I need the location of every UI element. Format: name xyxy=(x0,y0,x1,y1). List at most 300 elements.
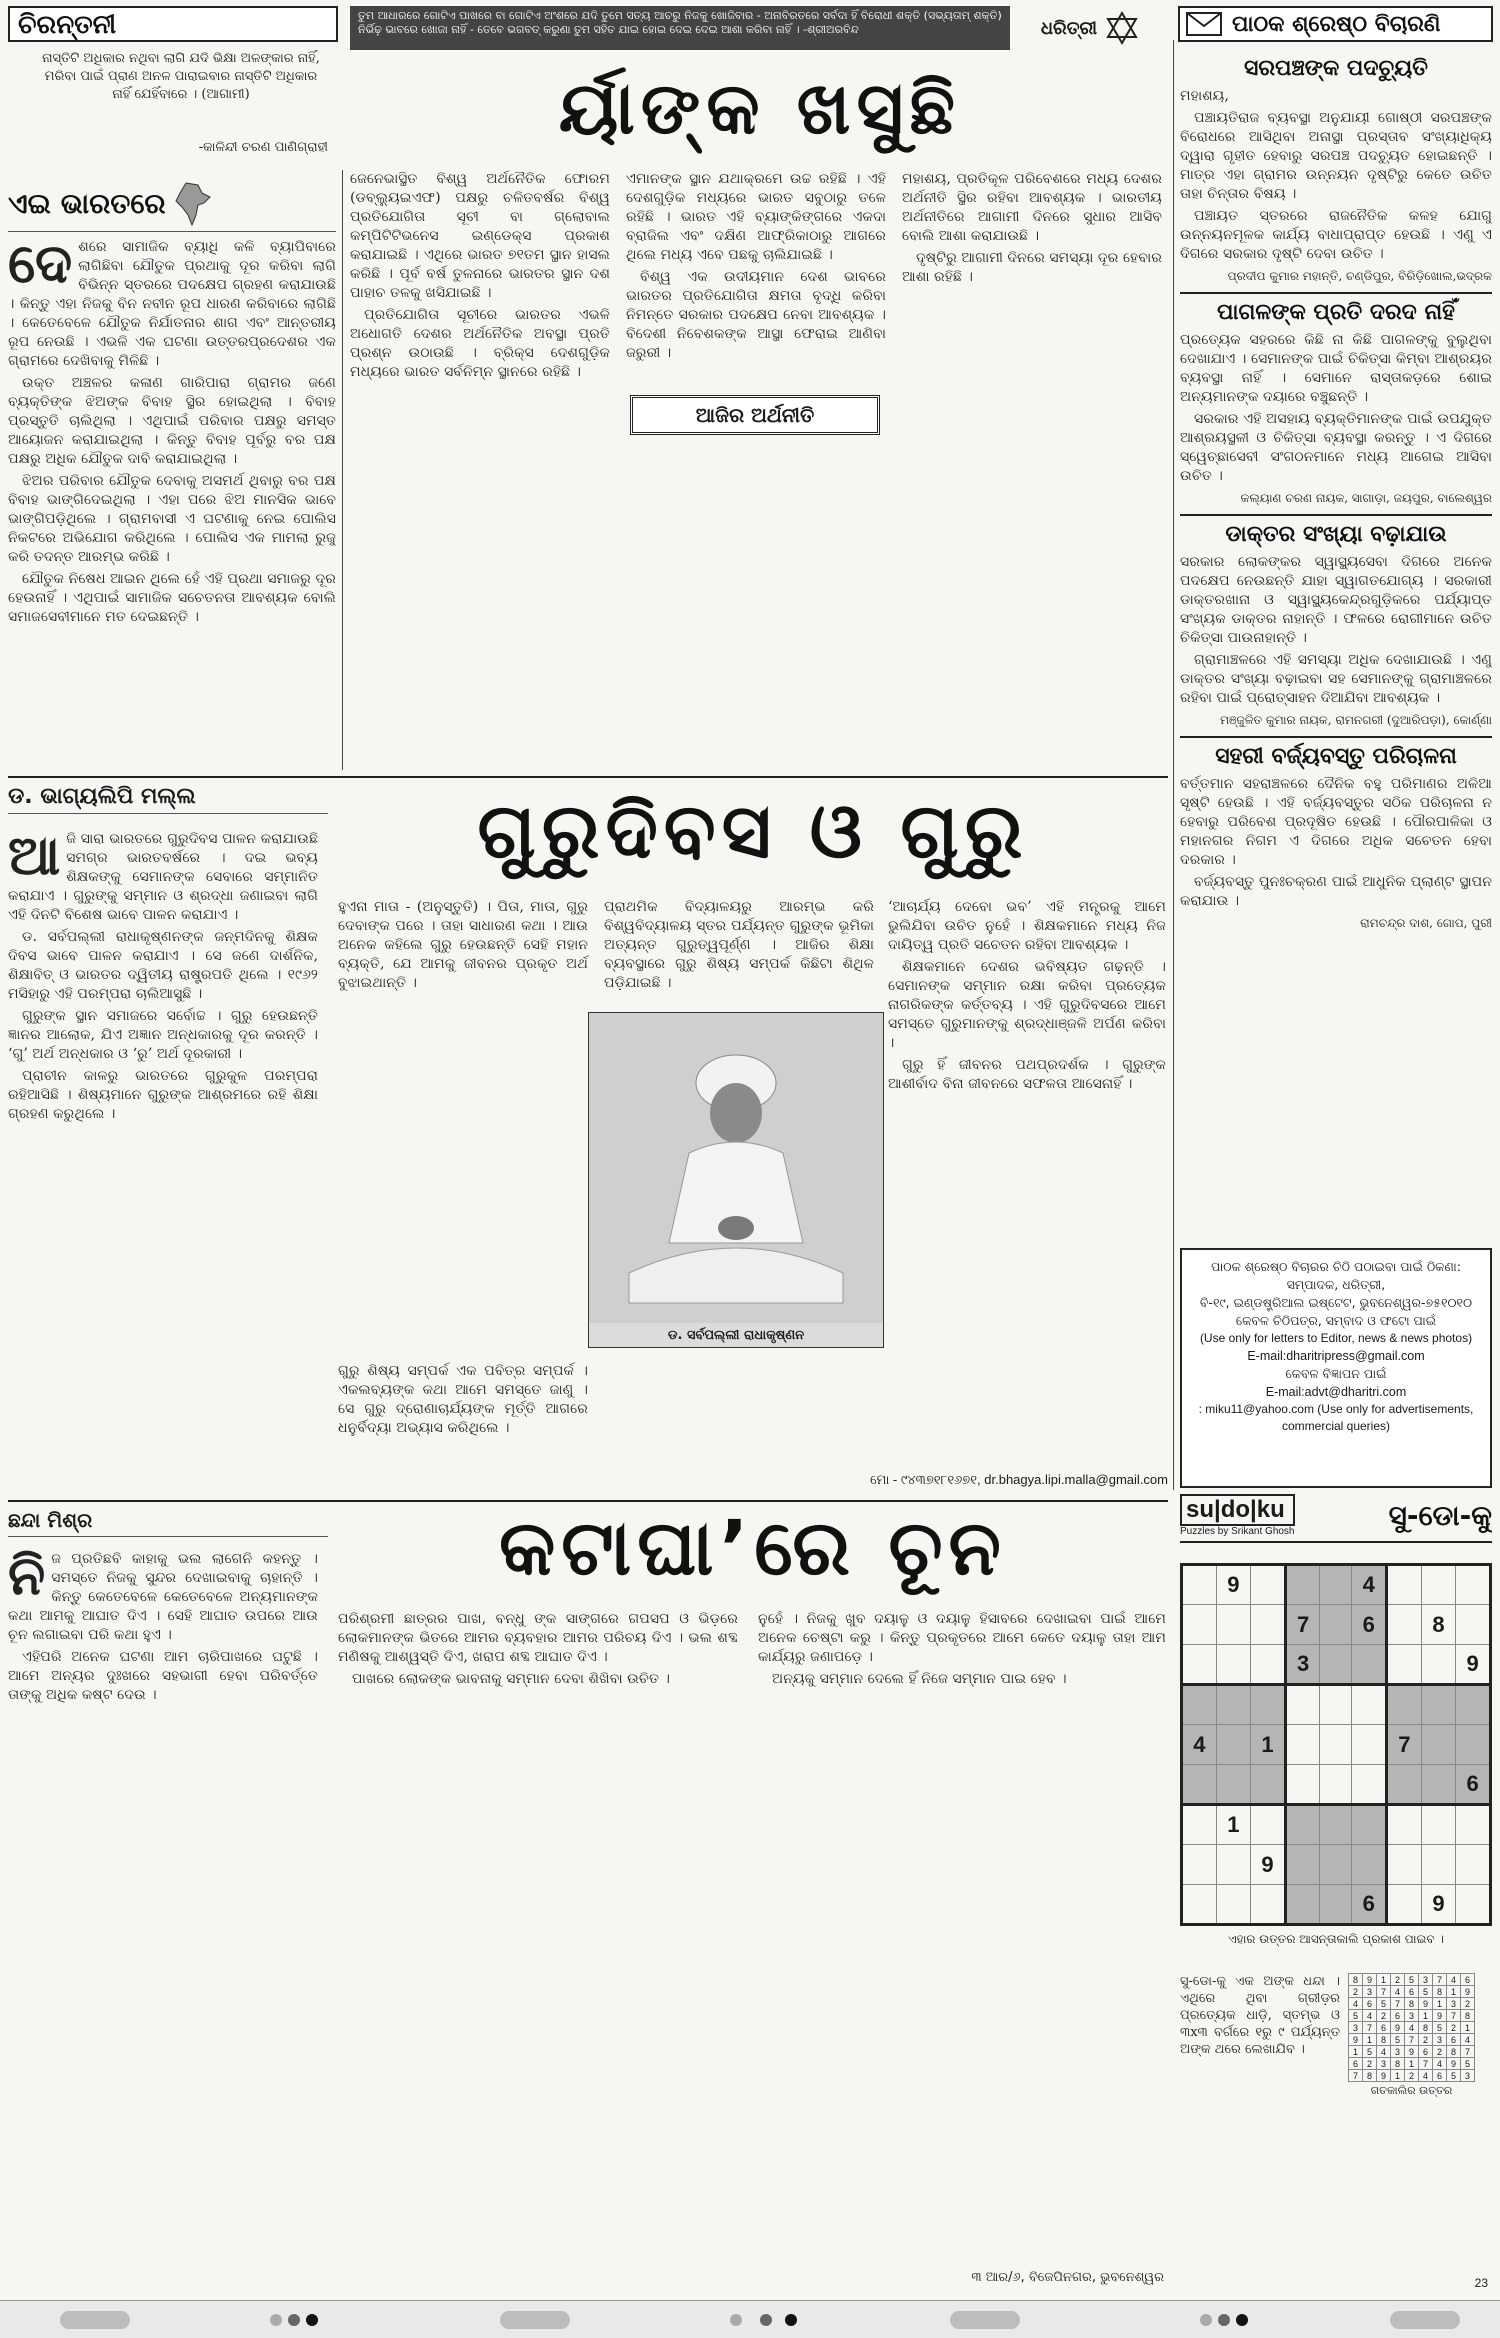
solution-cell: 5 xyxy=(1447,2070,1461,2082)
sudoku-cell[interactable] xyxy=(1456,1725,1491,1765)
solution-row xyxy=(1349,1986,1475,1998)
sudoku-solution-block xyxy=(1348,1973,1475,2098)
sudoku-cell[interactable] xyxy=(1320,1765,1352,1805)
sudoku-solution-caption: ଗତକାଲିର ଉତ୍ତର xyxy=(1370,2084,1453,2097)
kataghare-top-rule xyxy=(8,1500,1168,1502)
address-line: ବି-୧୯, ଇଣ୍ଡଷ୍ଟ୍ରିଆଲ ଇଷ୍ଟେଟ, ଭୁବନେଶ୍ୱର-୭୫୧୦୧୦ xyxy=(1199,1295,1473,1310)
solution-cell: 2 xyxy=(1391,1974,1405,1986)
sudoku-cell[interactable] xyxy=(1182,1685,1217,1725)
solution-cell: 3 xyxy=(1419,1974,1433,1986)
sudoku-cell[interactable] xyxy=(1182,1805,1217,1845)
solution-cell: 2 xyxy=(1405,2070,1419,2082)
sudoku-cell[interactable]: 9 xyxy=(1456,1645,1491,1685)
economy-para: ଜେନେଭାସ୍ଥିତ ବିଶ୍ୱ ଅର୍ଥନୈତିକ ଫୋରମ (ଡବ୍ଲ୍ୟୁଇଏଫ) ପକ୍ଷରୁ ଚଳିତବର୍ଷର ବିଶ୍ୱ ପ୍ରତିଯୋଗିତା ସୂଚୀ ବା ଗ୍ଲୋବାଲ କମ୍ପିଟିଟିଭନେସ ଇଣ୍ଡେକ୍ସ ପ୍ରକାଶ କରାଯାଇଛି । ଏଥିରେ ଭାରତ ୭୧ତମ ସ୍ଥାନ ହାସଲ କରିଛି । ପୂର୍ବ ବର୍ଷ ତୁଳନାରେ ଭାରତର ସ୍ଥାନ ଦଶ ପାହାଚ ତଳକୁ ଖସିଯାଇଛି । xyxy=(350,171,610,301)
dharitri-logo xyxy=(1020,6,1160,50)
registration-pill xyxy=(1390,2311,1460,2329)
address-email[interactable]: : miku11@yahoo.com (Use only for advertisements, commercial queries) xyxy=(1198,1402,1474,1433)
seated-figure-image xyxy=(589,1013,883,1323)
economy-col-1 xyxy=(350,170,610,385)
solution-cell: 1 xyxy=(1349,2046,1363,2058)
sudoku-cell[interactable] xyxy=(1251,1605,1286,1645)
solution-cell: 8 xyxy=(1419,2022,1433,2034)
solution-row xyxy=(1349,2058,1475,2070)
sudoku-cell[interactable] xyxy=(1352,1685,1387,1725)
guru-para: ଶିକ୍ଷକମାନେ ଦେଶର ଭବିଷ୍ୟତ ଗଢ଼ନ୍ତି । ସେମାନଙ୍କ ସମ୍ମାନ ରକ୍ଷା କରିବା ପ୍ରତ୍ୟେକ ନାଗରିକଙ୍କ କର୍ତ୍ତବ୍ୟ । ଏହି ଗୁରୁଦିବସରେ ଆମେ ସମସ୍ତେ ଗୁରୁମାନଙ୍କୁ ଶ୍ରଦ୍ଧାଞ୍ଜଳି ଅର୍ପଣ କରିବା । xyxy=(888,959,1166,1051)
guru-para: ହୁଏନା ମାତା - (ଅନୁସ୍ତୁତି) । ପିତା, ମାତା, ଗୁରୁ ଦେବାଙ୍କ ପରେ । ତାହା ସାଧାରଣ କଥା । ଆଉ ଅନେକ କହିଲେ ଗୁରୁ ହେଉଛନ୍ତି ସେହି ମହାନ ବ୍ୟକ୍ତି, ଯେ ଆମକୁ ଜୀବନର ପ୍ରକୃତ ଅର୍ଥ ବୁଝାଇଥାନ୍ତି । xyxy=(338,899,588,991)
sudoku-grid[interactable] xyxy=(1180,1563,1492,1926)
sudoku-cell[interactable] xyxy=(1352,1805,1387,1845)
sudoku-cell[interactable] xyxy=(1216,1725,1250,1765)
sudoku-cell[interactable]: 8 xyxy=(1421,1605,1455,1645)
letter-4-title: ସହରୀ ବର୍ଜ୍ୟବସ୍ତୁ ପରିଚାଳନା xyxy=(1215,744,1457,769)
solution-row xyxy=(1349,2070,1475,2082)
sudoku-cell[interactable] xyxy=(1320,1645,1352,1685)
solution-cell: 6 xyxy=(1447,2034,1461,2046)
sudoku-cell[interactable] xyxy=(1456,1565,1491,1605)
sudoku-cell[interactable] xyxy=(1216,1885,1250,1925)
guru-col-3 xyxy=(604,898,874,996)
solution-cell: 2 xyxy=(1363,2058,1377,2070)
sudoku-cell[interactable] xyxy=(1387,1885,1422,1925)
registration-dot xyxy=(306,2314,318,2326)
solution-cell: 3 xyxy=(1433,2034,1447,2046)
guru-contact: ମୋ - ୯୪୩୭୧୮୧୬୭୧, dr.bhagya.lipi.malla@gmail.com xyxy=(870,1472,1168,1487)
solution-cell: 6 xyxy=(1363,1998,1377,2010)
letter-4-body xyxy=(1180,775,1492,933)
solution-cell: 5 xyxy=(1363,2046,1377,2058)
guru-dropcap: ଆ xyxy=(8,823,61,887)
kataghare-col-1 xyxy=(8,1543,318,1708)
letter-para: ଗ୍ରାମାଞ୍ଚଳରେ ଏହି ସମସ୍ୟା ଅଧିକ ଦେଖାଯାଉଛି । ଏଣୁ ଡାକ୍ତର ସଂଖ୍ୟା ବଢ଼ାଇବା ସହ ସେମାନଙ୍କୁ ଗ୍ରାମାଞ୍ଚଳରେ ରହିବା ପାଇଁ ପ୍ରୋତ୍ସାହନ ଦିଆଯିବା ଆବଶ୍ୟକ । xyxy=(1180,652,1492,706)
sudoku-cell[interactable] xyxy=(1387,1565,1422,1605)
guru-col-2b xyxy=(338,1362,588,1441)
sudoku-cell[interactable] xyxy=(1251,1765,1286,1805)
sudoku-cell[interactable] xyxy=(1182,1845,1217,1885)
letter-2-body xyxy=(1180,331,1492,508)
sudoku-cell[interactable] xyxy=(1182,1645,1217,1685)
solution-cell: 9 xyxy=(1363,1974,1377,1986)
sudoku-cell[interactable] xyxy=(1285,1685,1320,1725)
solution-cell: 6 xyxy=(1391,2010,1405,2022)
solution-cell: 2 xyxy=(1433,2046,1447,2058)
sudoku-cell[interactable] xyxy=(1285,1805,1320,1845)
sudoku-row xyxy=(1182,1805,1491,1845)
sudoku-cell[interactable]: 6 xyxy=(1352,1885,1387,1925)
solution-cell: 5 xyxy=(1349,2010,1363,2022)
sudoku-section xyxy=(1180,1494,1492,2294)
sudoku-cell[interactable] xyxy=(1456,1685,1491,1725)
solution-cell: 5 xyxy=(1377,1998,1391,2010)
rule-1 xyxy=(342,170,343,770)
solution-cell: 7 xyxy=(1391,1998,1405,2010)
registration-dot xyxy=(1218,2314,1230,2326)
solution-row xyxy=(1349,1998,1475,2010)
solution-cell: 9 xyxy=(1433,2010,1447,2022)
solution-cell: 1 xyxy=(1461,2022,1475,2034)
sudoku-cell[interactable] xyxy=(1216,1845,1250,1885)
registration-dot xyxy=(288,2314,300,2326)
sudoku-cell[interactable] xyxy=(1320,1565,1352,1605)
solution-cell: 7 xyxy=(1377,1986,1391,1998)
sudoku-cell[interactable] xyxy=(1216,1645,1250,1685)
solution-cell: 9 xyxy=(1391,2022,1405,2034)
solution-cell: 1 xyxy=(1363,2034,1377,2046)
sudoku-cell[interactable] xyxy=(1285,1565,1320,1605)
reader-views-title-box xyxy=(1178,6,1493,42)
sudoku-row xyxy=(1182,1885,1491,1925)
economy-col-3 xyxy=(902,170,1162,290)
solution-cell: 9 xyxy=(1405,2046,1419,2058)
solution-cell: 4 xyxy=(1363,2010,1377,2022)
solution-row xyxy=(1349,2046,1475,2058)
guru-section xyxy=(8,782,1168,1502)
solution-cell: 4 xyxy=(1461,2034,1475,2046)
solution-cell: 4 xyxy=(1377,2046,1391,2058)
sudoku-cell[interactable] xyxy=(1456,1805,1491,1845)
sudoku-cell[interactable] xyxy=(1251,1645,1286,1685)
guru-para: ଗୁରୁ ହିଁ ଜୀବନର ପଥପ୍ରଦର୍ଶକ । ଗୁରୁଙ୍କ ଆଶୀର୍ବାଦ ବିନା ଜୀବନରେ ସଫଳତା ଆସେନାହିଁ । xyxy=(888,1057,1166,1092)
sudoku-cell[interactable] xyxy=(1421,1565,1455,1605)
sudoku-cell[interactable] xyxy=(1320,1805,1352,1845)
solution-cell: 3 xyxy=(1349,2022,1363,2034)
solution-cell: 8 xyxy=(1461,2010,1475,2022)
sudoku-grid-caption: ଏହାର ଉତ୍ତର ଆସନ୍ତାକାଲି ପ୍ରକାଶ ପାଇବ । xyxy=(1228,1932,1444,1946)
kataghare-section xyxy=(8,1506,1168,2296)
solution-cell: 1 xyxy=(1447,1986,1461,1998)
kataghare-signature: ୩ ଆର/୬, ବିଜେପିନଗର, ଭୁବନେଶ୍ୱର xyxy=(971,2270,1164,2285)
solution-cell: 6 xyxy=(1405,1986,1419,1998)
kataghare-para: ନୁହେଁ । ନିଜକୁ ଖୁବ ଦୟାଳୁ ଓ ଦୟାଳୁ ହିସାବରେ ଦେଖାଇବା ପାଇଁ ଆମେ ଅନେକ ଚେଷ୍ଟା କରୁ । କିନ୍ତୁ ପ୍ରକୃତରେ ଆମେ କେତେ ଦୟାଳୁ ତାହା ଆମ କାର୍ଯ୍ୟରୁ ଜଣାପଡ଼େ । xyxy=(758,1611,1166,1665)
sudoku-rules: ସୁ-ଡୋ-କୁ ଏକ ଅଙ୍କ ଧନ୍ଦା । ଏଥିରେ ଥିବା ଗ୍ରୀଡ଼ର ପ୍ରତ୍ୟେକ ଧାଡ଼ି, ସ୍ତମ୍ଭ ଓ ୩x୩ ବର୍ଗରେ ୧ରୁ ୯ ପର୍ଯ୍ୟନ୍ତ ଅଙ୍କ ଥରେ ଲେଖାଯିବ । xyxy=(1180,1974,1340,2057)
sudoku-cell[interactable]: 9 xyxy=(1216,1565,1250,1605)
solution-cell: 5 xyxy=(1391,2034,1405,2046)
solution-cell: 1 xyxy=(1405,2058,1419,2070)
sudoku-cell[interactable]: 4 xyxy=(1352,1565,1387,1605)
solution-cell: 3 xyxy=(1461,2070,1475,2082)
solution-cell: 9 xyxy=(1461,1986,1475,1998)
sudoku-cell[interactable] xyxy=(1285,1845,1320,1885)
address-box xyxy=(1180,1248,1492,1488)
masthead-tagline: ତୁମ ଆଧାରରେ ଗୋଟିଏ ପାଖରେ ବା ଗୋଟିଏ ଅଂଶରେ ଯଦି ତୁମେ ସତ୍ୟ ଆଚରୁ ନିଜକୁ ଖୋଜିବାର - ଅନାବିରତରେ ସର୍ବଦା ହିଁ ବିରୋଧୀ ଶକ୍ତି (ସଭ୍ୟତାମ୍ ଶକ୍ତି) ନିର୍ଭିଢ଼ ଭାବରେ ଖୋଜା ନାହିଁ - ତେବେ ଭଗବତ୍ କରୁଣା ତୁମ ସହିତ ଯାଇ ହୋଇ ଦେଇ ଦେଇ ଆଶା କରିବା ନାହିଁ । -ଶ୍ରୀଅରବିନ୍ଦ xyxy=(350,6,1010,50)
kataghare-para: ପରିଶ୍ରମୀ ଛାତ୍ରର ପାଖ, ବନ୍ଧୁ ଙ୍କ ସାଙ୍ଗରେ ଗପସପ ଓ ଭିଡ଼ରେ ଲୋକମାନଙ୍କ ଭିତରେ ଆମର ବ୍ୟବହାର ଆମର ପରିଚୟ ଦିଏ । ଭଲ ଶବ୍ଦ ମଣିଷକୁ ଆଶ୍ୱସ୍ତି ଦିଏ, ଖରାପ ଶବ୍ଦ ଆଘାତ ଦିଏ । xyxy=(338,1611,738,1665)
sudoku-row xyxy=(1182,1845,1491,1885)
letter-divider xyxy=(1180,736,1492,738)
letter-para: ବର୍ତ୍ତମାନ ସହରାଞ୍ଚଳରେ ଦୈନିକ ବହୁ ପରିମାଣର ଅଳିଆ ସୃଷ୍ଟି ହେଉଛି । ଏହି ବର୍ଜ୍ୟବସ୍ତୁର ସଠିକ ପରିଚାଳନା ନ ହେବାରୁ ପରିବେଶ ପ୍ରଦୂଷିତ ହେଉଛି । ପୌରପାଳିକା ଓ ମହାନଗର ନିଗମ ଏ ଦିଗରେ ଅଧିକ ସଚେତନ ହେବା ଦରକାର । xyxy=(1180,776,1492,868)
sudoku-cell[interactable]: 9 xyxy=(1251,1845,1286,1885)
letter-3-title: ଡାକ୍ତର ସଂଖ୍ୟା ବଢ଼ାଯାଉ xyxy=(1225,522,1447,547)
sudoku-cell[interactable] xyxy=(1320,1885,1352,1925)
sudoku-bottom xyxy=(1180,1973,1492,2098)
sudoku-cell[interactable]: 1 xyxy=(1251,1725,1286,1765)
sudoku-cell[interactable] xyxy=(1320,1685,1352,1725)
letter-3-body xyxy=(1180,553,1492,730)
solution-cell: 5 xyxy=(1433,2022,1447,2034)
economy-para: ଏମାନଙ୍କ ସ୍ଥାନ ଯଥାକ୍ରମେ ଉଚ୍ଚ ରହିଛି । ଏହି ଦେଶଗୁଡ଼ିକ ମଧ୍ୟରେ ଭାରତ ସବୁଠାରୁ ତଳେ ରହିଛି । ଭାରତ ଏହି ବ୍ୟାଙ୍କିଙ୍ଗରେ ଏକଦା ବ୍ରାଜିଲ ଏବଂ ଦକ୍ଷିଣ ଆଫ୍ରିକାଠାରୁ ଆଗରେ ଥିଲେ ମଧ୍ୟ ଏବେ ପଛକୁ ଚାଲିଯାଇଛି । xyxy=(626,171,886,263)
chirantani-quote: ନାସ୍ତିଟି ଅଧିକାର ନଥିବା ଲାଗି ଯଦି ଭିକ୍ଷା ଅଳଙ୍କାର ନାହିଁ, ମରିବା ପାଇଁ ପ୍ରାଣ ଅନଳ ପାରାଇବାର ନାସ୍ତିଟି ଅଧିକାର ନାହିଁ ଯେହିଁବାରେ । (ଆଗାମୀ) xyxy=(42,51,320,102)
guru-para: ଗୁରୁଙ୍କ ସ୍ଥାନ ସମାଜରେ ସର୍ବୋଚ୍ଚ । ଗୁରୁ ହେଉଛନ୍ତି ଜ୍ଞାନର ଆଲୋକ, ଯିଏ ଅଜ୍ଞାନ ଅନ୍ଧକାରକୁ ଦୂର କରନ୍ତି । ‘ଗୁ’ ଅର୍ଥ ଅନ୍ଧକାର ଓ ‘ରୁ’ ଅର୍ଥ ଦୂରକାରୀ । xyxy=(8,1008,318,1062)
bharat-para: ଶରେ ସାମାଜିକ ବ୍ୟାଧି କଳି ବ୍ୟାପିବାରେ ଲାଗିଛିବା ଯୌତୁକ ପ୍ରଥାକୁ ଦୂର କରିବା ଲାଗି ବିଭିନ୍ନ ସ୍ତରରେ ପଦକ୍ଷେପ ଗ୍ରହଣ କରାଯାଉଛି । କିନ୍ତୁ ଏହା ନିଜକୁ ବିନ ନବୀନ ରୂପ ଧାରଣ କରିବାରେ ଲାଗିଛି । କେତେବେଳେ ଯୌତୁକ ନିର୍ଯାତନାର ଶାଗ ଏବଂ ଆନ୍ତରୀୟ ରୂପ ନେଉଛି । ଏଭଳି ଏକ ଘଟଣା ଉତ୍ତରପ୍ରଦେଶର ଏକ ଗ୍ରାମରେ ଦେଖିବାକୁ ମିଳିଛି । xyxy=(8,239,336,369)
sudoku-credit: Puzzles by Srikant Ghosh xyxy=(1180,1526,1295,1537)
letter-para: ବର୍ଜ୍ୟବସ୍ତୁ ପୁନଃଚକ୍ରଣ ପାଇଁ ଆଧୁନିକ ପ୍ଲାଣ୍ଟ ସ୍ଥାପନ କରାଯାଉ । xyxy=(1180,874,1492,909)
solution-cell: 2 xyxy=(1349,1986,1363,1998)
solution-cell: 8 xyxy=(1377,2034,1391,2046)
radhakrishnan-photo xyxy=(588,1012,884,1348)
solution-cell: 8 xyxy=(1433,1986,1447,1998)
sudoku-row xyxy=(1182,1565,1491,1605)
sudoku-cell[interactable] xyxy=(1421,1805,1455,1845)
solution-cell: 2 xyxy=(1419,2034,1433,2046)
guru-col-2 xyxy=(338,898,588,996)
solution-cell: 4 xyxy=(1419,2070,1433,2082)
registration-dot xyxy=(730,2314,742,2326)
guru-para: ପ୍ରାଥମିକ ବିଦ୍ୟାଳୟରୁ ଆରମ୍ଭ କରି ବିଶ୍ୱବିଦ୍ୟାଳୟ ସ୍ତର ପର୍ଯ୍ୟନ୍ତ ଗୁରୁଙ୍କ ଭୂମିକା ଅତ୍ୟନ୍ତ ଗୁରୁତ୍ୱପୂର୍ଣ୍ଣ । ଆଜିର ଶିକ୍ଷା ବ୍ୟବସ୍ଥାରେ ଗୁରୁ ଶିଷ୍ୟ ସମ୍ପର୍କ କିଛିଟା ଶିଥିଳ ପଡ଼ିଯାଇଛି । xyxy=(604,899,874,991)
sudoku-cell[interactable]: 9 xyxy=(1421,1885,1455,1925)
economy-para: ପ୍ରତିଯୋଗିତା ସୂଚୀରେ ଭାରତର ଏଭଳି ଅଧୋଗତି ଦେଶର ଅର୍ଥନୈତିକ ଅବସ୍ଥା ପ୍ରତି ପ୍ରଶ୍ନ ଉଠାଉଛି । ବ୍ରିକ୍ସ ଦେଶଗୁଡ଼ିକ ମଧ୍ୟରେ ଭାରତ ସର୍ବନିମ୍ନ ସ୍ଥାନରେ ରହିଛି । xyxy=(350,307,610,380)
sudoku-cell[interactable]: 7 xyxy=(1285,1605,1320,1645)
bharat-header xyxy=(8,176,336,232)
registration-dot xyxy=(760,2314,772,2326)
sudoku-cell[interactable] xyxy=(1387,1805,1422,1845)
kataghare-para: ପାଖରେ ଲୋକଙ୍କ ଭାବନାକୁ ସମ୍ମାନ ଦେବା ଶିଖିବା ଉଚିତ । xyxy=(352,1671,671,1687)
solution-cell: 9 xyxy=(1419,1998,1433,2010)
guru-para: ପ୍ରାଚୀନ କାଳରୁ ଭାରତରେ ଗୁରୁକୁଳ ପରମ୍ପରା ରହିଆସିଛି । ଶିଷ୍ୟମାନେ ଗୁରୁଙ୍କ ଆଶ୍ରମରେ ରହି ଶିକ୍ଷା ଗ୍ରହଣ କରୁଥିଲେ । xyxy=(8,1068,318,1122)
solution-cell: 3 xyxy=(1447,1998,1461,2010)
sudoku-cell[interactable] xyxy=(1387,1765,1422,1805)
solution-cell: 6 xyxy=(1349,2058,1363,2070)
sudoku-cell[interactable] xyxy=(1182,1605,1217,1645)
registration-pill xyxy=(60,2311,130,2329)
sudoku-cell[interactable] xyxy=(1251,1565,1286,1605)
sudoku-cell[interactable] xyxy=(1182,1765,1217,1805)
sudoku-cell[interactable] xyxy=(1421,1645,1455,1685)
solution-cell: 1 xyxy=(1433,1998,1447,2010)
solution-cell: 7 xyxy=(1419,2058,1433,2070)
letter-divider xyxy=(1180,292,1492,294)
kataghare-byline: ଛନ୍ଦା ମିଶ୍ର xyxy=(8,1508,328,1537)
letter-para: ସରକାର ଏହି ଅସହାୟ ବ୍ୟକ୍ତିମାନଙ୍କ ପାଇଁ ଉପଯୁକ୍ତ ଆଶ୍ରୟସ୍ଥଳୀ ଓ ଚିକିତ୍ସା ବ୍ୟବସ୍ଥା କରନ୍ତୁ । ଏ ଦିଗରେ ସ୍ୱେଚ୍ଛାସେବୀ ସଂଗଠନମାନେ ମଧ୍ୟ ଆଗେଇ ଆସିବା ଉଚିତ । xyxy=(1180,411,1492,484)
solution-cell: 7 xyxy=(1405,2034,1419,2046)
bharat-dropcap: ଦେ xyxy=(8,231,73,295)
sudoku-cell[interactable] xyxy=(1456,1885,1491,1925)
bharat-section xyxy=(8,176,336,772)
sudoku-cell[interactable] xyxy=(1182,1885,1217,1925)
solution-cell: 5 xyxy=(1405,1974,1419,1986)
sudoku-cell[interactable] xyxy=(1421,1685,1455,1725)
solution-row xyxy=(1349,2034,1475,2046)
bharat-body xyxy=(8,231,336,627)
economy-para: ବିଶ୍ୱ ଏକ ଉଦୀୟମାନ ଦେଶ ଭାବରେ ଭାରତର ପ୍ରତିଯୋଗିତା କ୍ଷମତା ବୃଦ୍ଧି କରିବା ନିମନ୍ତେ ସରକାର ପଦକ୍ଷେପ ନେବା ଆବଶ୍ୟକ । ବିଦେଶୀ ନିବେଶକଙ୍କ ଆସ୍ଥା ଫେରାଇ ଆଣିବା ଜରୁରୀ । xyxy=(626,269,886,361)
solution-cell: 5 xyxy=(1419,1986,1433,1998)
solution-row xyxy=(1349,2010,1475,2022)
kataghare-headline: କଟାଘା’ରେ ଚୂନ xyxy=(499,1506,1007,1592)
letter-3-signature: ମଞ୍ଜୁଳିତ କୁମାର ନାୟକ, ରାମନଗରୀ (ଦୁଆରିପଡ଼ା), କୋର୍ଣ୍ଣା xyxy=(1220,713,1492,727)
solution-cell: 7 xyxy=(1433,1974,1447,1986)
reader-views-title: ପାଠକ ଶ୍ରେଷ୍ଠ ବିଚାରଣି xyxy=(1232,11,1441,37)
economy-para: ମହାଶୟ, ପ୍ରତିକୂଳ ପରିବେଶରେ ମଧ୍ୟ ଦେଶର ଅର୍ଥନୀତି ସ୍ଥିର ରହିବା ଆବଶ୍ୟକ । ଭାରତୀୟ ଅର୍ଥନୀତିରେ ଆଗାମୀ ଦିନରେ ସୁଧାର ଆସିବ ବୋଲି ଆଶା କରାଯାଉଛି । xyxy=(902,171,1162,244)
kataghare-col-2 xyxy=(338,1610,738,1692)
solution-cell: 8 xyxy=(1363,2070,1377,2082)
letter-para: ପଞ୍ଚାୟତିରାଜ ବ୍ୟବସ୍ଥା ଅନୁଯାୟୀ ଗୋଷ୍ଠୀ ସରପଞ୍ଚଙ୍କ ବିରୋଧରେ ଆସିଥିବା ଅନାସ୍ଥା ପ୍ରସ୍ତାବ ସଂଖ୍ୟାଧିକ୍ୟ ଦ୍ୱାରା ଗୃହୀତ ହେବାରୁ ସରପଞ୍ଚ ପଦଚ୍ୟୁତ ହୋଇଛନ୍ତି । ମାତ୍ର ଏହା ଗ୍ରାମର ଉନ୍ନୟନ ଦୃଷ୍ଟିରୁ କେତେ ଉଚିତ ତାହା ଚିନ୍ତାର ବିଷୟ । xyxy=(1180,110,1492,202)
solution-cell: 6 xyxy=(1433,2070,1447,2082)
solution-cell: 7 xyxy=(1363,2022,1377,2034)
address-email[interactable]: E-mail:dharitripress@gmail.com xyxy=(1247,1349,1425,1363)
sudoku-cell[interactable] xyxy=(1216,1765,1250,1805)
kataghare-dropcap: ନି xyxy=(8,1543,46,1607)
solution-cell: 7 xyxy=(1447,2010,1461,2022)
guru-para: ଜି ସାରା ଭାରତରେ ଗୁରୁଦିବସ ପାଳନ କରାଯାଉଛି ସମଗ୍ର ଭାରତବର୍ଷରେ । ଦଇ ଭବ୍ୟ ଶିକ୍ଷକଙ୍କୁ ସେମାନଙ୍କ ସେବାରେ ସମ୍ମାନିତ କରାଯାଏ । ଗୁରୁଙ୍କୁ ସମ୍ମାନ ଓ ଶ୍ରଦ୍ଧା ଜଣାଇବା ଲାଗି ଏହି ଦିନଟି ବିଶେଷ ଭାବେ ପାଳନ କରାଯାଏ । xyxy=(8,831,318,923)
solution-cell: 8 xyxy=(1349,1974,1363,1986)
sudoku-cell[interactable] xyxy=(1251,1885,1286,1925)
solution-cell: 7 xyxy=(1349,2070,1363,2082)
solution-row xyxy=(1349,1974,1475,1986)
registration-pill xyxy=(500,2311,570,2329)
bottom-registration-strip xyxy=(0,2300,1500,2338)
solution-cell: 4 xyxy=(1433,2058,1447,2070)
letter-1-title: ସରପଞ୍ଚଙ୍କ ପଦଚ୍ୟୁତି xyxy=(1244,56,1428,81)
photo-caption: ଡ. ସର୍ବପଲ୍ଲୀ ରାଧାକୃଷ୍ଣନ xyxy=(667,1328,805,1343)
economy-section xyxy=(350,170,1168,770)
solution-cell: 2 xyxy=(1447,2022,1461,2034)
solution-cell: 6 xyxy=(1377,2022,1391,2034)
sudoku-cell[interactable]: 6 xyxy=(1456,1765,1491,1805)
solution-cell: 8 xyxy=(1405,1998,1419,2010)
sudoku-cell[interactable] xyxy=(1387,1685,1422,1725)
solution-cell: 4 xyxy=(1349,1998,1363,2010)
star-of-david-icon xyxy=(1105,11,1139,45)
solution-cell: 4 xyxy=(1405,2022,1419,2034)
sudoku-cell[interactable] xyxy=(1251,1805,1286,1845)
sudoku-cell[interactable] xyxy=(1285,1765,1320,1805)
masthead-center-box xyxy=(350,6,1170,166)
solution-cell: 8 xyxy=(1391,2058,1405,2070)
guru-col-4 xyxy=(888,898,1166,1097)
kataghare-para: ଏହିପରି ଅନେକ ଘଟଣା ଆମ ଚାରିପାଖରେ ଘଟୁଛି । ଆମେ ଅନ୍ୟର ଦୁଃଖରେ ସହଭାଗୀ ହେବା ପରିବର୍ତ୍ତେ ତାଙ୍କୁ ଅଧିକ କଷ୍ଟ ଦେଉ । xyxy=(8,1649,318,1703)
solution-cell: 3 xyxy=(1363,1986,1377,1998)
sudoku-cell[interactable] xyxy=(1456,1605,1491,1645)
solution-cell: 6 xyxy=(1419,2046,1433,2058)
registration-dot xyxy=(1200,2314,1212,2326)
sudoku-cell[interactable] xyxy=(1320,1725,1352,1765)
sudoku-row xyxy=(1182,1725,1491,1765)
economy-para: ଦୃଷ୍ଟିରୁ ଆଗାମୀ ଦିନରେ ସମସ୍ୟା ଦୂର ହେବାର ଆଶା ରହିଛି । xyxy=(902,250,1162,285)
letter-divider xyxy=(1180,514,1492,516)
sudoku-cell[interactable] xyxy=(1421,1765,1455,1805)
sudoku-cell[interactable] xyxy=(1352,1645,1387,1685)
solution-cell: 2 xyxy=(1461,1998,1475,2010)
guru-top-rule xyxy=(8,776,1168,778)
address-line: ସମ୍ପାଦକ, ଧରିତ୍ରୀ, xyxy=(1286,1277,1386,1292)
sudoku-cell[interactable] xyxy=(1387,1605,1422,1645)
sudoku-cell[interactable] xyxy=(1320,1605,1352,1645)
sudoku-cell[interactable] xyxy=(1387,1845,1422,1885)
sudoku-cell[interactable]: 7 xyxy=(1387,1725,1422,1765)
solution-cell: 4 xyxy=(1447,1974,1461,1986)
sudoku-cell[interactable] xyxy=(1352,1845,1387,1885)
rank-headline: ର୍ୟାଙ୍କ ଖସୁଛି xyxy=(558,66,962,150)
sudoku-cell[interactable] xyxy=(1216,1685,1250,1725)
sudoku-cell[interactable] xyxy=(1421,1725,1455,1765)
solution-cell: 1 xyxy=(1391,2070,1405,2082)
envelope-icon xyxy=(1186,12,1222,36)
economy-box-text: ଆଜିର ଅର୍ଥନୀତି xyxy=(695,403,815,427)
solution-cell: 3 xyxy=(1377,2058,1391,2070)
letter-para: ପଞ୍ଚାୟତ ସ୍ତରରେ ରାଜନୈତିକ କଳହ ଯୋଗୁ ଉନ୍ନୟନମୂଳକ କାର୍ଯ୍ୟ ବାଧାପ୍ରାପ୍ତ ହେଉଛି । ଏଣୁ ଏ ଦିଗରେ ସରକାର ଦୃଷ୍ଟି ଦେବା ଉଚିତ । xyxy=(1180,208,1492,262)
sudoku-cell[interactable] xyxy=(1456,1845,1491,1885)
sudoku-solution-grid xyxy=(1348,1973,1475,2082)
registration-dot xyxy=(270,2314,282,2326)
solution-cell: 3 xyxy=(1391,2046,1405,2058)
letter-para: ପ୍ରତ୍ୟେକ ସହରରେ କିଛି ନା କିଛି ପାଗଳଙ୍କୁ ବୁଲୁଥିବା ଦେଖାଯାଏ । ସେମାନଙ୍କ ପାଇଁ ଚିକିତ୍ସା କିମ୍ବା ଆଶ୍ରୟର ବ୍ୟବସ୍ଥା ନାହିଁ । ସେମାନେ ରାସ୍ତାକଡ଼ରେ ଶୋଇ ଅନ୍ୟମାନଙ୍କ ଦୟାରେ ବଞ୍ଚୁଛନ୍ତି । xyxy=(1180,332,1492,405)
address-line: (Use only for letters to Editor, news & news photos) xyxy=(1199,1331,1473,1345)
solution-cell: 9 xyxy=(1349,2034,1363,2046)
solution-cell: 4 xyxy=(1391,1986,1405,1998)
logo-text: ଧରିତ୍ରୀ xyxy=(1040,17,1098,39)
guru-col-1 xyxy=(8,823,318,1127)
india-map-icon xyxy=(172,181,212,227)
sudoku-row xyxy=(1182,1765,1491,1805)
page-number: 23 xyxy=(1474,2276,1488,2290)
rule-2 xyxy=(1173,40,1174,1490)
sudoku-cell[interactable] xyxy=(1320,1845,1352,1885)
sudoku-cell[interactable] xyxy=(1182,1565,1217,1605)
masthead-left-box xyxy=(8,6,338,166)
address-line: କେବଳ ବିଜ୍ଞାପନ ପାଇଁ xyxy=(1285,1366,1387,1381)
bharat-para: ଯୌତୁକ ନିଷେଧ ଆଇନ ଥିଲେ ହେଁ ଏହି ପ୍ରଥା ସମାଜରୁ ଦୂର ହେଉନାହିଁ । ଏଥିପାଇଁ ସାମାଜିକ ସଚେତନତା ଆବଶ୍ୟକ ବୋଲି ସମାଜସେବୀମାନେ ମତ ଦେଇଛନ୍ତି । xyxy=(8,571,336,625)
sudoku-cell[interactable] xyxy=(1285,1885,1320,1925)
solution-cell: 2 xyxy=(1377,2010,1391,2022)
sudoku-logo: su|do|ku xyxy=(1180,1494,1295,1526)
sudoku-cell[interactable]: 4 xyxy=(1182,1725,1217,1765)
address-line: କେବଳ ଚିଠିପତ୍ର, ସମ୍ବାଦ ଓ ଫଟୋ ପାଇଁ xyxy=(1235,1313,1437,1328)
guru-headline: ଗୁରୁଦିବସ ଓ ଗୁରୁ xyxy=(477,786,1029,875)
letter-para: ମହାଶୟ, xyxy=(1180,88,1229,104)
address-line: ପାଠକ ଶ୍ରେଷ୍ଠ ବିଚାରର ଚିଠି ପଠାଇବା ପାଇଁ ଠିକଣା: xyxy=(1211,1259,1461,1274)
bharat-para: ଉକ୍ତ ଅଞ୍ଚଳର କଳାଣ ଗାରିପାରା ଗ୍ରାମର ଜଣେ ବ୍ୟକ୍ତିଙ୍କ ଝିଅଙ୍କ ବିବାହ ସ୍ଥିର ହୋଇଥିଲା । ବିବାହ ପ୍ରସ୍ତୁତି ଚାଲିଥିଲା । ଏଥିପାଇଁ ପରିବାର ପକ୍ଷରୁ ସମସ୍ତ ଆୟୋଜନ କରାଯାଇଥିଲା । କିନ୍ତୁ ବିବାହ ପୂର୍ବରୁ ବର ପକ୍ଷ ପକ୍ଷରୁ ଅଧିକ ଯୌତୁକ ଦାବି କରାଯାଇଥିଲା । xyxy=(8,375,336,467)
sudoku-cell[interactable] xyxy=(1251,1685,1286,1725)
bharat-para: ଝିଅର ପରିବାର ଯୌତୁକ ଦେବାକୁ ଅସମର୍ଥ ଥିବାରୁ ବର ପକ୍ଷ ବିବାହ ଭାଙ୍ଗିଦେଇଥିଲା । ଏହା ପରେ ଝିଅ ମାନସିକ ଭାବେ ଭାଙ୍ଗିପଡ଼ିଥିଲେ । ଗ୍ରାମବାସୀ ଏ ଘଟଣାକୁ ନେଇ ପୋଲିସ ନିକଟରେ ଅଭିଯୋଗ କରିଥିଲେ । ପୋଲିସ ଏକ ମାମଲା ରୁଜୁ କରି ତଦନ୍ତ ଆରମ୍ଭ କରିଛି । xyxy=(8,473,336,565)
sudoku-cell[interactable] xyxy=(1216,1605,1250,1645)
economy-col-2 xyxy=(626,170,886,366)
chirantani-title-box xyxy=(8,6,338,42)
kataghare-para: ଜ ପ୍ରତିଛବି କାହାକୁ ଭଲ ଲାଗେନି କହନ୍ତୁ । ସମସ୍ତେ ନିଜକୁ ସୁନ୍ଦର ଦେଖାଇବାକୁ ଚାହାନ୍ତି । କିନ୍ତୁ କେତେବେଳେ କେତେବେଳେ ଅନ୍ୟମାନଙ୍କ କଥା ଆମକୁ ଆଘାତ ଦିଏ । ସେହି ଆଘାତ ଉପରେ ଆଉ ଚୂନ ଲଗାଇବା ପରି କଥା ହୁଏ । xyxy=(8,1551,318,1643)
sudoku-cell[interactable] xyxy=(1421,1845,1455,1885)
kataghare-col-3 xyxy=(758,1610,1166,1692)
sudoku-cell[interactable] xyxy=(1285,1725,1320,1765)
guru-byline: ଡ. ଭାଗ୍ୟଲିପି ମଲ୍ଲ xyxy=(8,784,328,814)
registration-dot xyxy=(785,2314,797,2326)
registration-dot xyxy=(1236,2314,1248,2326)
sudoku-cell[interactable]: 1 xyxy=(1216,1805,1250,1845)
registration-pill xyxy=(950,2311,1020,2329)
chirantani-author: -କାଳିନ୍ଦୀ ଚରଣ ପାଣିଗ୍ରାହୀ xyxy=(198,140,328,155)
sudoku-title: ସୁ-ଡୋ-କୁ xyxy=(1388,1498,1492,1532)
sudoku-row xyxy=(1182,1605,1491,1645)
solution-cell: 7 xyxy=(1461,2046,1475,2058)
sudoku-cell[interactable]: 3 xyxy=(1285,1645,1320,1685)
letter-1-body xyxy=(1180,87,1492,286)
sudoku-cell[interactable] xyxy=(1387,1645,1422,1685)
sudoku-cell[interactable] xyxy=(1352,1725,1387,1765)
sudoku-cell[interactable]: 6 xyxy=(1352,1605,1387,1645)
sudoku-cell[interactable] xyxy=(1352,1765,1387,1805)
letter-2-signature: କଲ୍ୟାଣ ଚରଣ ନାୟକ, ସାଗାଡ଼ା, ଜୟପୁର, ବାଲେଶ୍ୱର xyxy=(1240,491,1492,505)
guru-para: ଗୁରୁ ଶିଷ୍ୟ ସମ୍ପର୍କ ଏକ ପବିତ୍ର ସମ୍ପର୍କ । ଏକଲବ୍ୟଙ୍କ କଥା ଆମେ ସମସ୍ତେ ଜାଣୁ । ସେ ଗୁରୁ ଦ୍ରୋଣାଚାର୍ଯ୍ୟଙ୍କ ମୂର୍ତ୍ତି ଆଗରେ ଧନୁର୍ବିଦ୍ୟା ଅଭ୍ୟାସ କରିଥିଲେ । xyxy=(338,1363,588,1436)
letter-2-title: ପାଗଳଙ୍କ ପ୍ରତି ଦରଦ ନାହିଁ xyxy=(1217,300,1455,325)
guru-para: ‘ଆଚାର୍ଯ୍ୟ ଦେବୋ ଭବ’ ଏହି ମନ୍ତ୍ରକୁ ଆମେ ଭୁଲିଯିବା ଉଚିତ ନୁହେଁ । ଶିକ୍ଷକମାନେ ମଧ୍ୟ ନିଜ ଦାୟିତ୍ୱ ପ୍ରତି ସଚେତନ ରହିବା ଆବଶ୍ୟକ । xyxy=(888,899,1166,953)
address-email[interactable]: E-mail:advt@dharitri.com xyxy=(1265,1385,1407,1399)
solution-cell: 9 xyxy=(1447,2058,1461,2070)
kataghare-para: ଅନ୍ୟକୁ ସମ୍ମାନ ଦେଲେ ହିଁ ନିଜେ ସମ୍ମାନ ପାଇ ହେବ । xyxy=(772,1671,1067,1687)
